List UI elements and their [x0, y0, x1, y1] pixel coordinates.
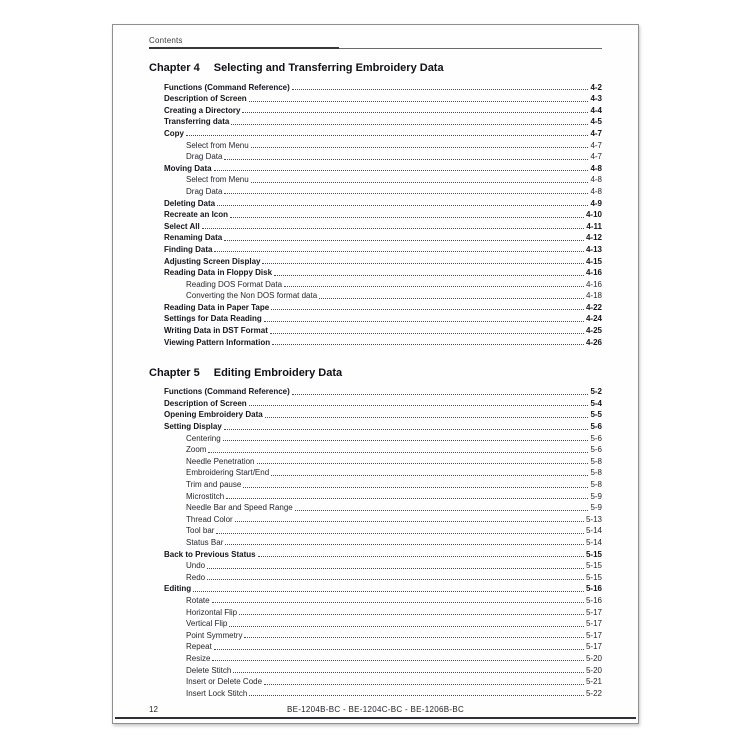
toc-entry	[149, 116, 602, 128]
toc-entry-page: 5-14	[585, 526, 602, 536]
toc-entry-label: Repeat	[186, 642, 212, 652]
toc-entry-label: Select All	[164, 221, 200, 231]
toc-entry-label: Back to Previous Status	[164, 549, 256, 559]
dot-leader	[212, 660, 584, 661]
toc-entry-label: Horizontal Flip	[186, 607, 238, 617]
dot-leader	[193, 591, 584, 592]
toc-entry-page: 5-17	[585, 607, 602, 617]
toc-entry-page: 5-14	[585, 537, 602, 547]
toc-entry	[149, 467, 602, 479]
dot-leader	[225, 544, 584, 545]
toc-entry-label: Reading Data in Floppy Disk	[164, 268, 273, 278]
chapter-heading	[149, 61, 602, 75]
dot-leader	[242, 112, 588, 113]
chapter-section	[149, 61, 602, 348]
toc-entry-page: 5-6	[590, 422, 602, 432]
toc-entry	[149, 676, 602, 688]
contents-header-label: Contents	[149, 36, 183, 45]
dot-leader	[186, 135, 588, 136]
toc-entry-page: 5-13	[585, 514, 602, 524]
toc-entry-page: 5-22	[585, 688, 602, 698]
toc-entry-label: Drag Data	[186, 152, 223, 162]
toc-entry-label: Finding Data	[164, 244, 213, 254]
toc-entry-page: 5-21	[585, 677, 602, 687]
toc-entry-label: Vertical Flip	[186, 619, 228, 629]
toc-entry-label: Point Symmetry	[186, 630, 243, 640]
dot-leader	[214, 649, 584, 650]
toc-entry	[149, 290, 602, 302]
toc-entry-page: 5-15	[585, 549, 602, 559]
toc-entry-page: 5-20	[585, 653, 602, 663]
chapter-title: Selecting and Transferring Embroidery Data	[213, 62, 444, 74]
toc-entry-page: 4-7	[590, 128, 602, 138]
chapter-heading	[149, 366, 602, 380]
dot-leader	[271, 309, 584, 310]
footer-models: BE-1204B-BC - BE-1204C-BC - BE-1206B-BC	[286, 705, 465, 714]
toc-entry-page: 5-15	[585, 572, 602, 582]
chapter-number: Chapter 5	[149, 366, 200, 379]
toc-entry	[149, 478, 602, 490]
toc-entry-page: 4-15	[585, 256, 602, 266]
toc-entry-label: Setting Display	[164, 422, 222, 432]
page-footer	[149, 704, 602, 714]
toc-entry-label: Adjusting Screen Display	[164, 256, 261, 266]
toc-entry	[149, 432, 602, 444]
toc-entry-label: Transferring data	[164, 117, 230, 127]
toc-entry	[149, 687, 602, 699]
toc-entry	[149, 525, 602, 537]
toc-entry-page: 5-17	[585, 619, 602, 629]
toc-entry-label: Select from Menu	[186, 175, 249, 185]
toc-entry	[149, 536, 602, 548]
toc-entry-label: Renaming Data	[164, 233, 223, 243]
toc-entry-label: Embroidering Start/End	[186, 468, 270, 478]
toc-entry-page: 4-4	[590, 105, 602, 115]
toc-entry-page: 5-16	[585, 595, 602, 605]
chapter-section	[149, 366, 602, 699]
table-of-contents	[149, 61, 602, 699]
toc-entry-label: Centering	[186, 433, 221, 443]
toc-entry-label: Recreate an Icon	[164, 210, 229, 220]
toc-entry-page: 4-11	[586, 221, 602, 231]
toc-entry	[149, 641, 602, 653]
toc-entry-page: 5-6	[590, 445, 602, 455]
toc-entry	[149, 197, 602, 209]
toc-entry-page: 4-18	[585, 291, 602, 301]
toc-entry-page: 4-25	[585, 326, 602, 336]
toc-entry-page: 4-16	[585, 268, 602, 278]
dot-leader	[272, 344, 584, 345]
dot-leader	[251, 182, 589, 183]
toc-entry	[149, 81, 602, 93]
toc-entry-label: Insert or Delete Code	[186, 677, 263, 687]
toc-entry-label: Reading DOS Format Data	[186, 279, 283, 289]
dot-leader	[251, 147, 589, 148]
toc-entry-page: 4-5	[590, 117, 602, 127]
dot-leader	[292, 394, 589, 395]
toc-entry-label: Redo	[186, 572, 206, 582]
dot-leader	[264, 684, 584, 685]
toc-entry	[149, 324, 602, 336]
page-header	[149, 30, 602, 51]
dot-leader	[284, 286, 584, 287]
dot-leader	[292, 89, 589, 90]
dot-leader	[271, 475, 588, 476]
toc-entry-label: Editing	[164, 584, 192, 594]
toc-entry-label: Moving Data	[164, 163, 212, 173]
header-rule-thick-segment	[149, 47, 339, 49]
toc-entry	[149, 629, 602, 641]
dot-leader	[270, 333, 584, 334]
toc-entry-page: 4-8	[590, 163, 602, 173]
toc-entry-label: Deleting Data	[164, 198, 216, 208]
dot-leader	[233, 672, 584, 673]
dot-leader	[264, 321, 584, 322]
dot-leader	[274, 275, 584, 276]
toc-entry	[149, 220, 602, 232]
toc-entry-page: 4-24	[585, 314, 602, 324]
dot-leader	[207, 568, 584, 569]
toc-entry-label: Copy	[164, 128, 184, 138]
toc-entry	[149, 397, 602, 409]
toc-entry-label: Opening Embroidery Data	[164, 410, 263, 420]
toc-entry-label: Converting the Non DOS format data	[186, 291, 318, 301]
toc-entry	[149, 278, 602, 290]
toc-entry	[149, 513, 602, 525]
toc-entry	[149, 490, 602, 502]
toc-entry-page: 5-8	[590, 456, 602, 466]
toc-entry-label: Undo	[186, 561, 206, 571]
toc-entry-label: Functions (Command Reference)	[164, 82, 290, 92]
dot-leader	[208, 452, 588, 453]
toc-entry	[149, 336, 602, 348]
toc-entry-label: Select from Menu	[186, 140, 249, 150]
toc-entry	[149, 386, 602, 398]
toc-entry	[149, 209, 602, 221]
toc-entry	[149, 93, 602, 105]
toc-entry	[149, 127, 602, 139]
toc-entry-page: 5-15	[585, 561, 602, 571]
toc-entry-label: Resize	[186, 653, 211, 663]
toc-entry-label: Writing Data in DST Format	[164, 326, 268, 336]
dot-leader	[217, 205, 588, 206]
toc-entry-label: Insert Lock Stitch	[186, 688, 248, 698]
toc-entry-page: 5-20	[585, 665, 602, 675]
toc-entry-page: 4-3	[590, 94, 602, 104]
toc-entry	[149, 104, 602, 116]
dot-leader	[262, 263, 584, 264]
toc-entry-label: Creating a Directory	[164, 105, 241, 115]
dot-leader	[257, 463, 589, 464]
toc-entry-label: Status Bar	[186, 537, 224, 547]
toc-entry-label: Thread Color	[186, 514, 233, 524]
toc-entry	[149, 185, 602, 197]
dot-leader	[265, 417, 589, 418]
toc-entry-page: 5-9	[590, 503, 602, 513]
dot-leader	[319, 298, 584, 299]
dot-leader	[202, 228, 585, 229]
dot-leader	[214, 170, 589, 171]
dot-leader	[207, 579, 584, 580]
dot-leader	[224, 429, 589, 430]
dot-leader	[295, 510, 589, 511]
toc-entry-page: 4-8	[590, 186, 602, 196]
dot-leader	[243, 487, 588, 488]
toc-entry	[149, 652, 602, 664]
dot-leader	[226, 498, 588, 499]
dot-leader	[258, 556, 584, 557]
dot-leader	[231, 124, 588, 125]
dot-leader	[235, 521, 584, 522]
toc-entry-page: 4-12	[585, 233, 602, 243]
toc-entry-label: Viewing Pattern Information	[164, 337, 271, 347]
toc-entry	[149, 267, 602, 279]
dot-leader	[230, 217, 584, 218]
chapter-title: Editing Embroidery Data	[213, 366, 343, 379]
toc-entry	[149, 548, 602, 560]
toc-entry-label: Needle Bar and Speed Range	[186, 503, 293, 513]
toc-entry-label: Tool bar	[186, 526, 215, 536]
toc-entry-page: 5-16	[585, 584, 602, 594]
toc-entry-label: Settings for Data Reading	[164, 314, 262, 324]
toc-entry-label: Description of Screen	[164, 94, 247, 104]
toc-entry-label: Functions (Command Reference)	[164, 387, 290, 397]
toc-entry	[149, 606, 602, 618]
toc-entry-page: 4-22	[585, 302, 602, 312]
toc-entry-page: 4-16	[585, 279, 602, 289]
toc-entry	[149, 455, 602, 467]
toc-entry-page: 5-9	[590, 491, 602, 501]
toc-entry-label: Needle Penetration	[186, 456, 255, 466]
toc-entry-label: Trim and pause	[186, 480, 242, 489]
toc-entry	[149, 420, 602, 432]
toc-entry-page: 5-4	[590, 398, 602, 408]
footer-rule	[115, 717, 636, 719]
toc-entry	[149, 255, 602, 267]
toc-entry-page: 5-8	[590, 480, 602, 489]
toc-entry	[149, 594, 602, 606]
toc-entry	[149, 409, 602, 421]
toc-entry-page: 5-2	[590, 387, 602, 397]
dot-leader	[214, 251, 584, 252]
footer-page-number: 12	[149, 705, 158, 714]
document-page	[112, 24, 639, 724]
toc-entry	[149, 313, 602, 325]
dot-leader	[224, 159, 588, 160]
toc-entry-label: Delete Stitch	[186, 665, 232, 675]
toc-entry	[149, 664, 602, 676]
toc-entry	[149, 571, 602, 583]
header-rule	[149, 48, 602, 51]
toc-entry-page: 4-7	[590, 140, 602, 150]
toc-entry-page: 4-26	[585, 337, 602, 347]
toc-entry-page: 4-13	[585, 244, 602, 254]
dot-leader	[249, 101, 589, 102]
toc-entry-page: 5-17	[585, 642, 602, 652]
dot-leader	[239, 614, 584, 615]
toc-entry-label: Reading Data in Paper Tape	[164, 302, 270, 312]
toc-entry-label: Description of Screen	[164, 398, 247, 408]
toc-entry-page: 5-5	[590, 410, 602, 420]
dot-leader	[216, 533, 584, 534]
dot-leader	[212, 602, 584, 603]
toc-entry	[149, 502, 602, 514]
toc-entry-label: Microstitch	[186, 491, 225, 501]
toc-entry	[149, 232, 602, 244]
dot-leader	[224, 240, 584, 241]
toc-entry-label: Drag Data	[186, 186, 223, 196]
toc-entry	[149, 174, 602, 186]
toc-entry-label: Zoom	[186, 445, 207, 455]
toc-entry	[149, 151, 602, 163]
dot-leader	[244, 637, 584, 638]
toc-entry-page: 4-7	[590, 152, 602, 162]
toc-entry-page: 4-9	[590, 198, 602, 208]
toc-entry-label: Rotate	[186, 595, 210, 605]
dot-leader	[249, 695, 584, 696]
chapter-number: Chapter 4	[149, 62, 200, 74]
dot-leader	[249, 405, 589, 406]
dot-leader	[229, 626, 584, 627]
toc-entry	[149, 243, 602, 255]
toc-entry	[149, 162, 602, 174]
toc-entry	[149, 583, 602, 595]
toc-entry-page: 5-6	[590, 433, 602, 443]
toc-entry-page: 4-2	[590, 82, 602, 92]
toc-entry	[149, 444, 602, 456]
toc-entry-page: 4-8	[590, 175, 602, 185]
dot-leader	[224, 193, 588, 194]
toc-entry-page: 5-8	[590, 468, 602, 478]
toc-entry	[149, 560, 602, 572]
toc-entry-page: 5-17	[585, 630, 602, 640]
toc-entry	[149, 618, 602, 630]
toc-entry	[149, 301, 602, 313]
toc-entry	[149, 139, 602, 151]
toc-entry-page: 4-10	[585, 210, 602, 220]
dot-leader	[223, 440, 589, 441]
